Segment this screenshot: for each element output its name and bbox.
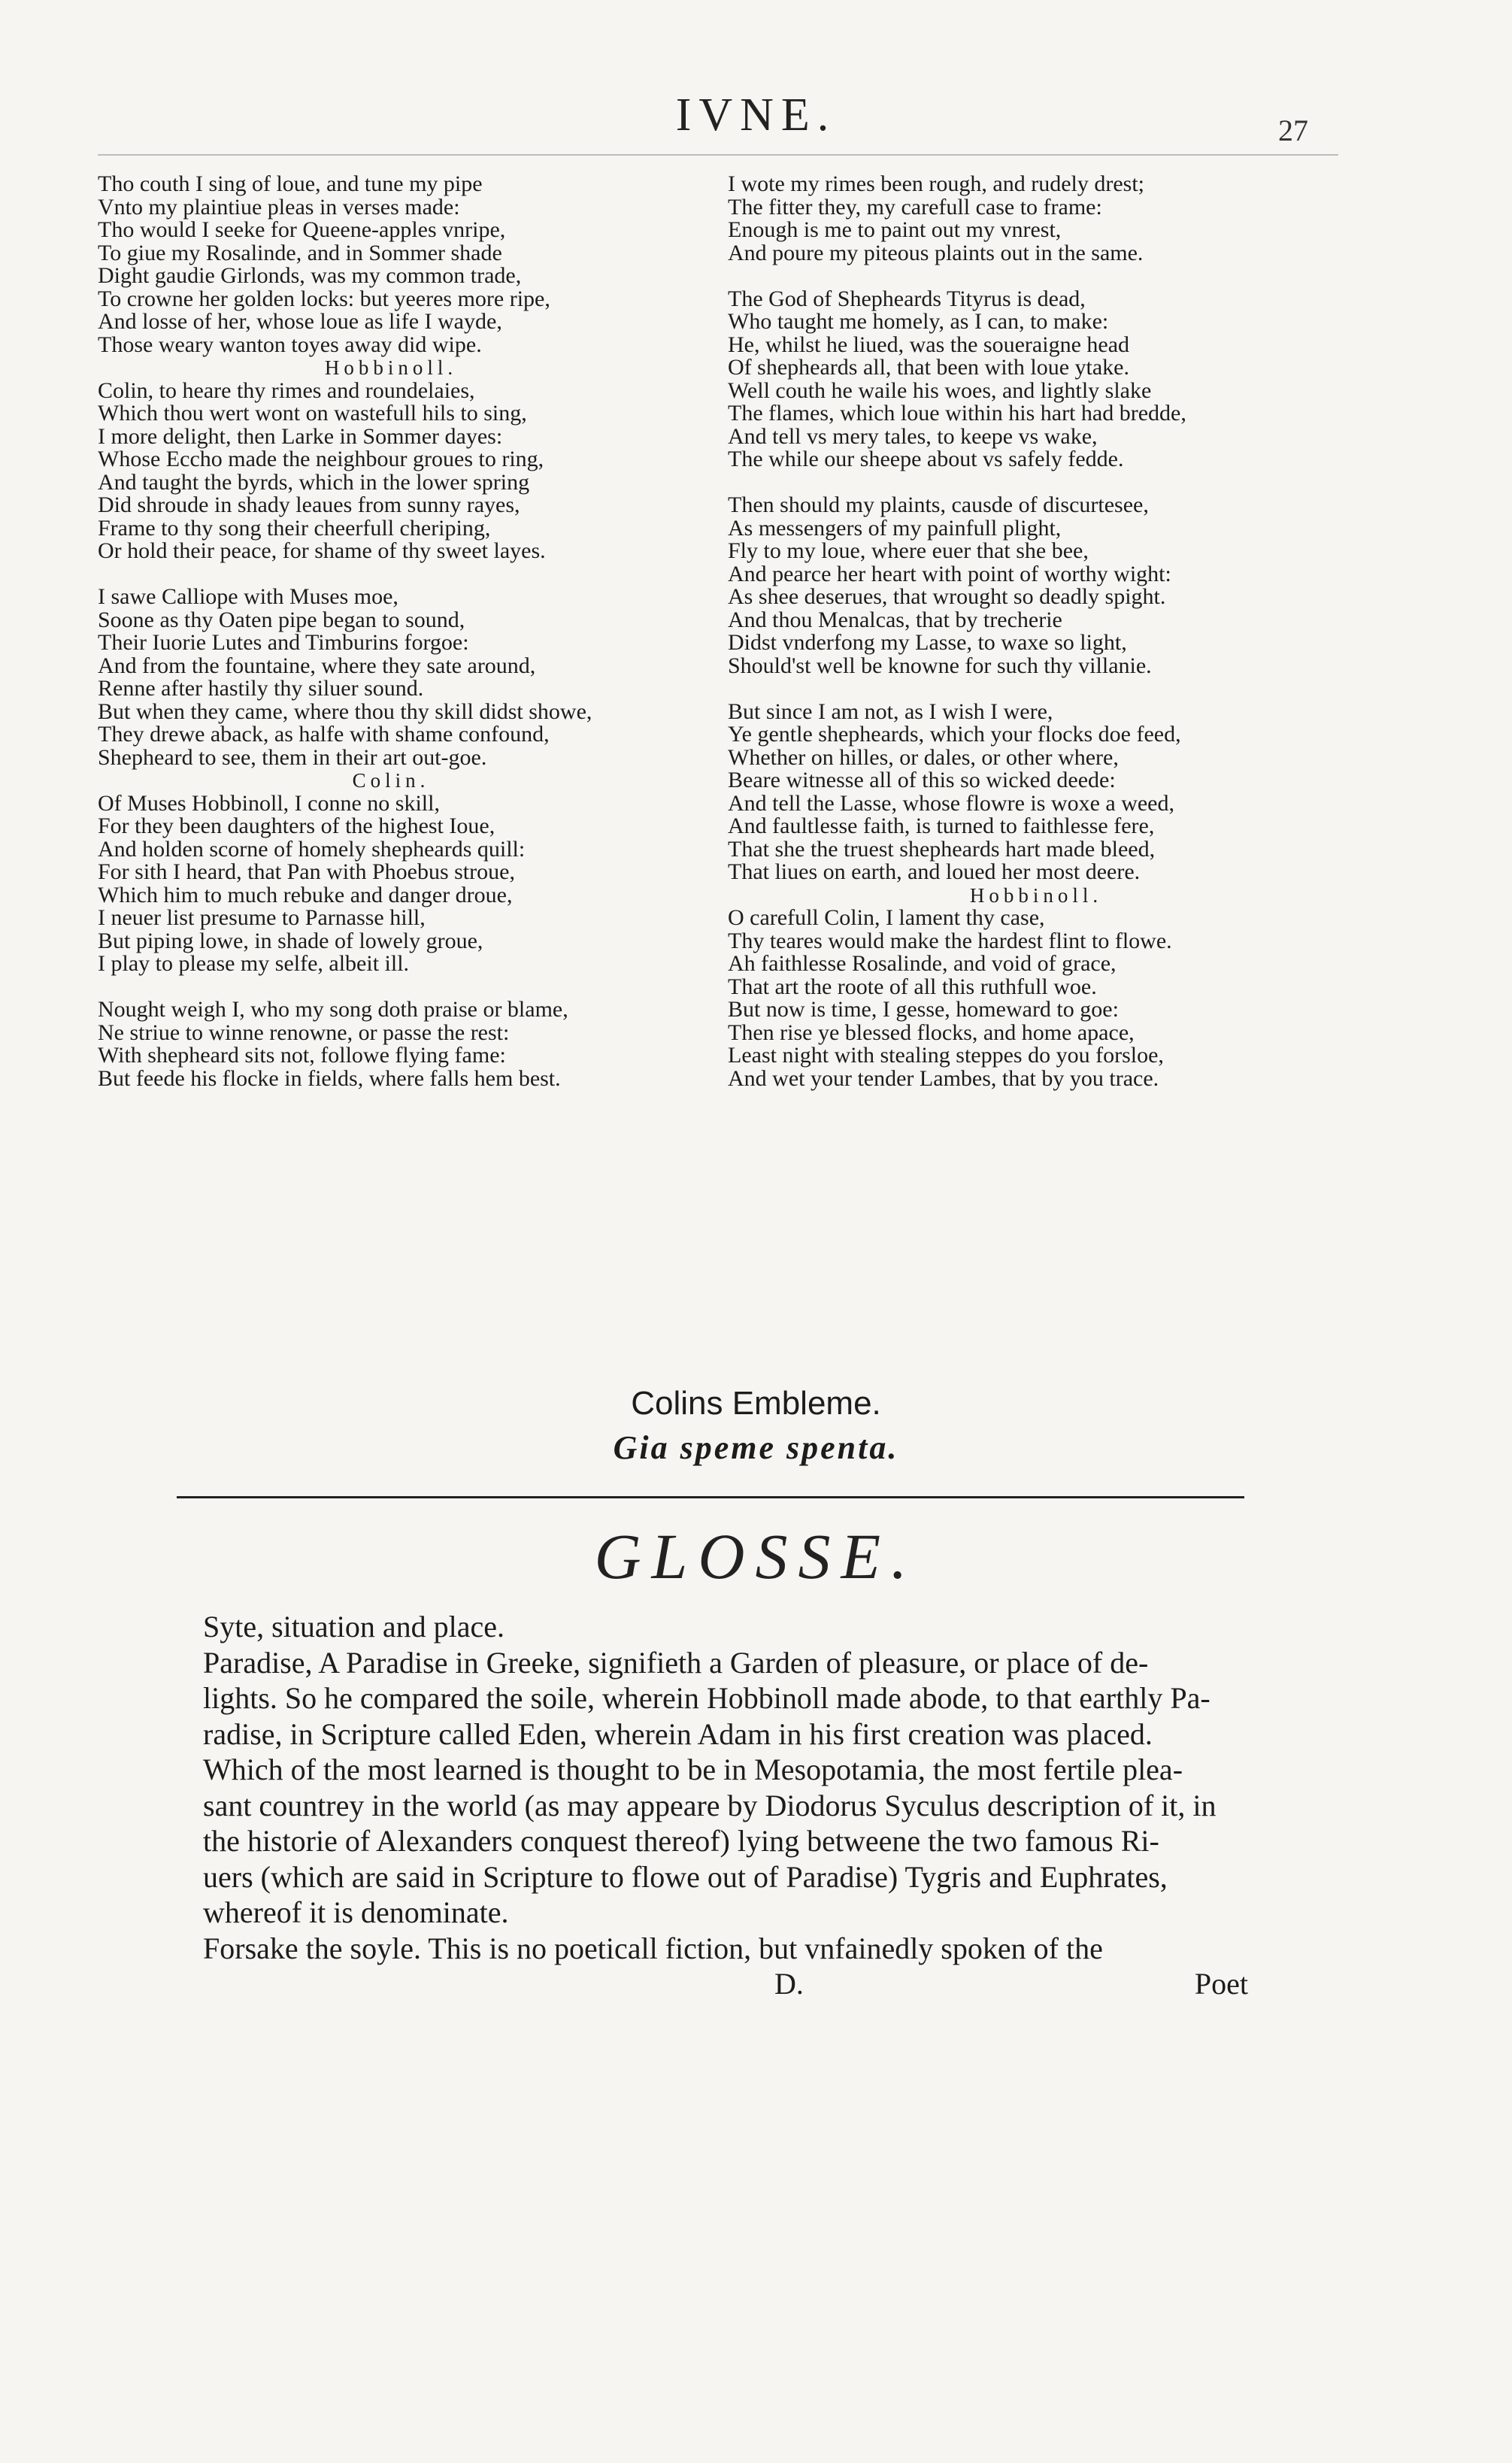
speaker-heading: Hobbinoll. xyxy=(969,883,1103,907)
verse-line: Did shroude in shady leaues from sunny rayes, xyxy=(98,492,520,517)
verse-line: I neuer list presume to Parnasse hill, xyxy=(98,905,426,930)
verse-line: Tho couth I sing of loue, and tune my pipe xyxy=(98,171,483,196)
verse-line: Thy teares would make the hardest flint to flowe. xyxy=(728,928,1172,953)
verse-line: The fitter they, my carefull case to frame: xyxy=(728,194,1102,220)
emblem-title: Colins Embleme. xyxy=(631,1385,881,1422)
verse-line: And thou Menalcas, that by trecherie xyxy=(728,607,1062,632)
verse-line: Ne striue to winne renowne, or passe the rest: xyxy=(98,1019,510,1045)
glosse-line: radise, in Scripture called Eden, wherein Adam in his first creation was placed. xyxy=(203,1716,1153,1751)
verse-line: Whose Eccho made the neighbour groues to ring, xyxy=(98,447,544,471)
verse-line: They drewe aback, as halfe with shame confound, xyxy=(98,722,550,747)
verse-line: And tell vs mery tales, to keepe vs wake, xyxy=(728,423,1098,449)
verse-line: Or hold their peace, for shame of thy sweet layes. xyxy=(98,538,546,563)
verse-line: And tell the Lasse, whose flowre is woxe a weed, xyxy=(728,790,1174,816)
verse-line: Least night with stealing steppes do you forsloe, xyxy=(728,1043,1164,1068)
verse-line: The while our sheepe about vs safely fedde. xyxy=(728,447,1124,471)
signature-mark: D. xyxy=(774,1967,804,2001)
verse-line: And wet your tender Lambes, that by you trace. xyxy=(728,1065,1159,1091)
verse-line: But when they came, where thou thy skill didst showe, xyxy=(98,698,592,724)
verse-line: I sawe Calliope with Muses moe, xyxy=(98,584,398,609)
glosse-line: uers (which are said in Scripture to flowe out of Paradise) Tygris and Euphrates, xyxy=(203,1859,1168,1894)
verse-line: Should'st well be knowne for such thy villanie. xyxy=(728,653,1152,678)
speaker-heading: Hobbinoll. xyxy=(324,356,458,379)
left-verse-column xyxy=(98,173,684,1090)
verse-line: To giue my Rosalinde, and in Sommer shade xyxy=(98,240,502,265)
verse-line: And faultlesse faith, is turned to faithlesse fere, xyxy=(728,813,1155,838)
catchword: Poet xyxy=(1194,1967,1248,2001)
verse-line: Dight gaudie Girlonds, was my common trade, xyxy=(98,263,522,288)
verse-line: The flames, which loue within his hart had bredde, xyxy=(728,401,1186,426)
verse-line: Then should my plaints, causde of discurtesee, xyxy=(728,492,1149,517)
verse-line: Which him to much rebuke and danger droue, xyxy=(98,882,513,907)
verse-line: That she the truest shepheards hart made bleed, xyxy=(728,836,1156,862)
verse-line: That liues on earth, and loued her most deere. xyxy=(728,859,1141,884)
verse-line: I play to please my selfe, albeit ill. xyxy=(98,951,410,976)
verse-line: For they been daughters of the highest Ioue, xyxy=(98,813,495,838)
stanza-gap xyxy=(98,976,684,999)
verse-line: Nought weigh I, who my song doth praise or blame, xyxy=(98,997,568,1022)
stanza-gap xyxy=(728,677,1344,701)
verse-line: Their Iuorie Lutes and Timburins forgoe: xyxy=(98,630,469,655)
verse-line: Renne after hastily thy siluer sound. xyxy=(98,676,424,701)
glosse-line: Paradise, A Paradise in Greeke, signifieth a Garden of pleasure, or place of de- xyxy=(203,1645,1149,1680)
verse-line: I more delight, then Larke in Sommer dayes: xyxy=(98,423,503,449)
verse-line: Ah faithlesse Rosalinde, and void of grace, xyxy=(728,951,1117,976)
glosse-line: sant countrey in the world (as may appeare by Diodorus Syculus description of it, in xyxy=(203,1788,1217,1822)
verse-line: Frame to thy song their cheerfull cheriping, xyxy=(98,515,491,541)
verse-line: And from the fountaine, where they sate around, xyxy=(98,653,536,678)
verse-line: And pearce her heart with point of worthy wight: xyxy=(728,561,1171,586)
verse-line: Soone as thy Oaten pipe began to sound, xyxy=(98,607,465,632)
page-title: IVNE. xyxy=(675,89,837,141)
verse-line: Of Muses Hobbinoll, I conne no skill, xyxy=(98,790,440,816)
verse-line: As shee deserues, that wrought so deadly spight. xyxy=(728,584,1166,609)
speaker-heading: Colin. xyxy=(352,769,430,792)
glosse-line: the historie of Alexanders conquest thereof) lying betweene the two famous Ri- xyxy=(203,1824,1159,1858)
verse-line: But now is time, I gesse, homeward to goe: xyxy=(728,997,1119,1022)
verse-line: But since I am not, as I wish I were, xyxy=(728,698,1053,724)
verse-line: But piping lowe, in shade of lowely groue, xyxy=(98,928,483,953)
page-number: 27 xyxy=(1278,114,1308,147)
glosse-heading: GLOSSE. xyxy=(594,1520,918,1592)
verse-line: Who taught me homely, as I can, to make: xyxy=(728,309,1109,334)
verse-line: Beare witnesse all of this so wicked deede: xyxy=(728,768,1116,792)
verse-line: And holden scorne of homely shepheards quill: xyxy=(98,836,526,862)
emblem-motto: Gia speme spenta. xyxy=(613,1429,899,1466)
verse-line: And poure my piteous plaints out in the same. xyxy=(728,240,1144,265)
verse-line: Vnto my plaintiue pleas in verses made: xyxy=(98,194,460,220)
verse-line: Fly to my loue, where euer that she bee, xyxy=(728,538,1089,563)
glosse-line: whereof it is denominate. xyxy=(203,1895,509,1929)
verse-line: Enough is me to paint out my vnrest, xyxy=(728,217,1062,242)
glosse-body xyxy=(203,1609,1248,2002)
verse-line: Then rise ye blessed flocks, and home apace, xyxy=(728,1019,1135,1045)
verse-line: Didst vnderfong my Lasse, to waxe so light, xyxy=(728,630,1127,655)
stanza-gap xyxy=(728,471,1344,495)
verse-line: And taught the byrds, which in the lower spring xyxy=(98,469,530,495)
verse-line: Of shepheards all, that been with loue ytake. xyxy=(728,355,1129,380)
verse-line: That art the roote of all this ruthfull woe. xyxy=(728,974,1097,999)
glosse-line: Which of the most learned is thought to be in Mesopotamia, the most fertile plea- xyxy=(203,1753,1183,1786)
verse-line: Tho would I seeke for Queene-apples vnripe, xyxy=(98,217,506,242)
verse-line: Those weary wanton toyes away did wipe. xyxy=(98,332,482,357)
verse-line: Well couth he waile his woes, and lightly slake xyxy=(728,377,1152,403)
stanza-gap xyxy=(98,563,684,586)
verse-line: And losse of her, whose loue as life I wayde, xyxy=(98,309,502,334)
verse-line: Whether on hilles, or dales, or other where, xyxy=(728,744,1119,770)
verse-line: As messengers of my painfull plight, xyxy=(728,515,1062,541)
verse-line: I wote my rimes been rough, and rudely drest; xyxy=(728,171,1145,196)
verse-line: For sith I heard, that Pan with Phoebus stroue, xyxy=(98,859,515,884)
glosse-line: Forsake the soyle. This is no poeticall fiction, but vnfainedly spoken of the xyxy=(203,1931,1103,1965)
verse-line: But feede his flocke in fields, where falls hem best. xyxy=(98,1065,561,1091)
verse-line: The God of Shepheards Tityrus is dead, xyxy=(728,286,1086,311)
verse-line: With shepheard sits not, followe flying fame: xyxy=(98,1043,506,1068)
verse-line: To crowne her golden locks: but yeeres more ripe, xyxy=(98,286,550,311)
right-verse-column xyxy=(728,173,1344,1090)
verse-line: He, whilst he liued, was the soueraigne head xyxy=(728,332,1130,357)
verse-line: Ye gentle shepheards, which your flocks doe feed, xyxy=(728,722,1181,747)
glosse-line: Syte, situation and place. xyxy=(203,1610,505,1644)
header-divider xyxy=(98,154,1338,156)
verse-line: Which thou wert wont on wastefull hils to sing, xyxy=(98,401,527,426)
verse-line: Colin, to heare thy rimes and roundelaies, xyxy=(98,377,475,403)
verse-line: Shepheard to see, them in their art out-goe. xyxy=(98,744,487,770)
glosse-line: lights. So he compared the soile, wherein Hobbinoll made abode, to that earthly Pa- xyxy=(203,1681,1211,1715)
verse-line: O carefull Colin, I lament thy case, xyxy=(728,905,1045,930)
stanza-gap xyxy=(728,265,1344,288)
footer-line xyxy=(203,1966,1248,2002)
section-divider xyxy=(177,1496,1244,1498)
